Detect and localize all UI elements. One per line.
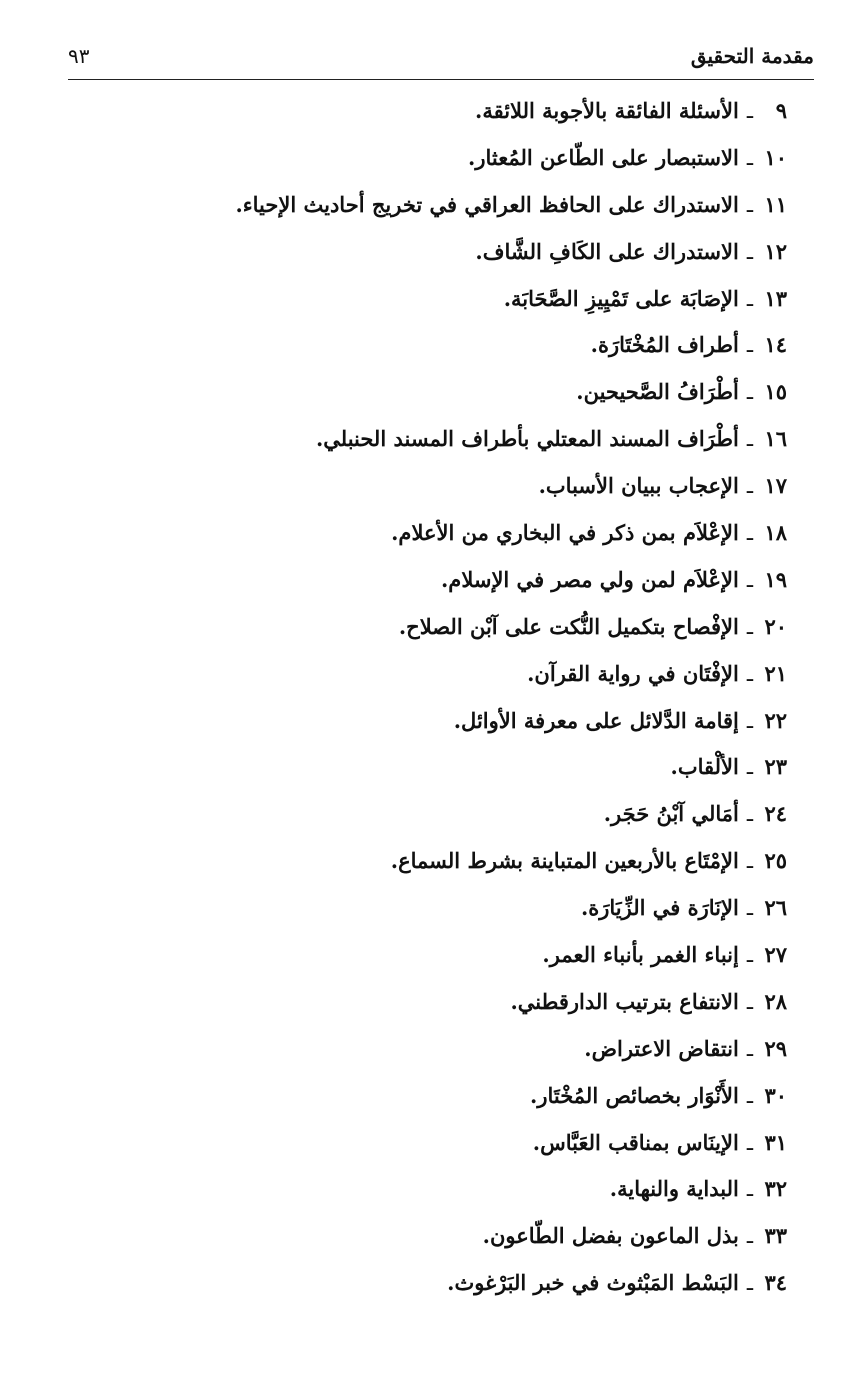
- item-title: الإصَابَة على تَمْيِيزِ الصَّحَابَة.: [503, 285, 739, 311]
- item-title: أمَالي آبْنُ حَجَر.: [603, 801, 739, 827]
- list-item: [87, 88, 787, 135]
- item-number: ٢٠: [764, 613, 787, 639]
- item-separator: ـ: [746, 896, 753, 921]
- item-title: الإمْتَاع بالأربعين المتباينة بشرط السماع.: [390, 848, 739, 874]
- list-item: [87, 604, 787, 651]
- item-title: الإفْتَان في رواية القرآن.: [527, 660, 739, 686]
- list-item: [87, 1073, 787, 1120]
- item-title: إنباء الغمر بأنباء العمر.: [542, 942, 739, 968]
- list-item: [87, 322, 787, 369]
- item-separator: ـ: [746, 1036, 753, 1061]
- list-item: [87, 369, 787, 416]
- item-title: أطراف المُخْتَارَة.: [590, 332, 739, 358]
- item-separator: ـ: [746, 380, 753, 405]
- item-title: الاستدراك على الحافظ العراقي في تخريج أحاديث الإحياء.: [235, 191, 739, 217]
- item-title: الإعْلاَم لمن ولي مصر في الإسلام.: [441, 566, 739, 592]
- item-separator: ـ: [746, 1271, 753, 1296]
- item-title: الإعْلاَم بمن ذكر في البخاري من الأعلام.: [391, 520, 739, 546]
- item-separator: ـ: [746, 192, 753, 217]
- item-title: إقامة الدَّلائل على معرفة الأوائل.: [453, 707, 739, 733]
- list-item: [87, 182, 787, 229]
- item-separator: ـ: [746, 989, 753, 1014]
- item-title: الإينَاس بمناقب العَبَّاس.: [532, 1129, 739, 1155]
- list-item: [87, 229, 787, 276]
- page-header: [68, 38, 814, 78]
- item-title: البداية والنهاية.: [609, 1176, 739, 1202]
- item-separator: ـ: [746, 239, 753, 264]
- list-item: [87, 1260, 787, 1307]
- item-title: الاستدراك على الكَافِ الشَّاف.: [475, 238, 739, 264]
- item-number: ٣٢: [764, 1176, 787, 1202]
- item-separator: ـ: [746, 755, 753, 780]
- list-item: [87, 416, 787, 463]
- item-title: انتقاض الاعتراض.: [584, 1035, 739, 1061]
- item-separator: ـ: [746, 1083, 753, 1108]
- item-title: الأسئلة الفائقة بالأجوبة اللائقة.: [475, 98, 739, 123]
- item-separator: ـ: [746, 521, 753, 546]
- list-item: [87, 885, 787, 932]
- item-title: البَسْط المَبْثوث في خبر البَرْغوث.: [447, 1270, 739, 1296]
- list-item: [87, 979, 787, 1026]
- list-item: [87, 744, 787, 791]
- item-number: ١٢: [764, 238, 787, 264]
- item-title: الإعجاب ببيان الأسباب.: [538, 473, 739, 499]
- item-number: ١١: [764, 191, 787, 217]
- item-number: ٢٣: [764, 754, 787, 780]
- item-number: ٢٧: [764, 942, 787, 968]
- list-item: [87, 932, 787, 979]
- item-separator: ـ: [746, 567, 753, 592]
- list-item: [87, 510, 787, 557]
- list-item: [87, 557, 787, 604]
- item-number: ٣١: [764, 1129, 787, 1155]
- item-separator: ـ: [746, 474, 753, 499]
- item-number: ٩: [775, 98, 787, 123]
- running-title: مقدمة التحقيق: [690, 44, 814, 68]
- item-separator: ـ: [746, 1177, 753, 1202]
- item-number: ١٩: [764, 566, 787, 592]
- list-item: [87, 276, 787, 323]
- item-title: بذل الماعون بفضل الطّاعون.: [482, 1223, 739, 1249]
- list-item: [87, 1026, 787, 1073]
- item-number: ٢٢: [764, 707, 787, 733]
- item-separator: ـ: [746, 286, 753, 311]
- list-item: [87, 838, 787, 885]
- item-number: ١٧: [764, 473, 787, 499]
- item-title: الأَنْوَار بخصائص المُخْتَار.: [530, 1082, 739, 1108]
- header-rule: [68, 79, 814, 80]
- item-number: ١٠: [764, 144, 787, 170]
- item-number: ٢٤: [764, 801, 787, 827]
- item-number: ١٨: [764, 520, 787, 546]
- item-number: ٣٣: [764, 1223, 787, 1249]
- item-title: أطْرَافُ الصَّحيحين.: [576, 379, 739, 405]
- item-separator: ـ: [746, 943, 753, 968]
- item-number: ٢٥: [764, 848, 787, 874]
- item-separator: ـ: [746, 802, 753, 827]
- item-number: ٢١: [764, 660, 787, 686]
- item-separator: ـ: [746, 1224, 753, 1249]
- item-title: الاستبصار على الطّاعن المُعثار.: [468, 144, 739, 170]
- list-item: [87, 1120, 787, 1167]
- item-number: ٢٨: [764, 988, 787, 1014]
- list-item: [87, 698, 787, 745]
- list-item: [87, 1213, 787, 1260]
- item-number: ١٤: [764, 332, 787, 358]
- page-number: ٩٣: [68, 44, 90, 68]
- item-title: الألْقاب.: [670, 754, 739, 780]
- item-number: ٢٩: [764, 1035, 787, 1061]
- item-title: أطْرَاف المسند المعتلي بأطراف المسند الحنبلي.: [315, 426, 739, 452]
- item-number: ٣٤: [764, 1270, 787, 1296]
- item-separator: ـ: [746, 1130, 753, 1155]
- item-number: ٣٠: [764, 1082, 787, 1108]
- item-separator: ـ: [746, 661, 753, 686]
- item-title: الانتفاع بترتيب الدارقطني.: [510, 988, 739, 1014]
- list-item: [87, 791, 787, 838]
- item-number: ٢٦: [764, 895, 787, 921]
- item-separator: ـ: [746, 145, 753, 170]
- item-separator: ـ: [746, 708, 753, 733]
- list-item: [87, 651, 787, 698]
- item-separator: ـ: [746, 849, 753, 874]
- item-number: ١٦: [764, 426, 787, 452]
- item-separator: ـ: [746, 427, 753, 452]
- item-separator: ـ: [746, 614, 753, 639]
- item-number: ١٥: [764, 379, 787, 405]
- item-title: الإنَارَة في الزِّيَارَة.: [580, 895, 739, 921]
- item-title: الإفْصاح بتكميل النُّكت على آبْن الصلاح.: [398, 613, 739, 639]
- book-list: [87, 88, 787, 1307]
- item-separator: ـ: [746, 99, 753, 123]
- list-item: [87, 135, 787, 182]
- list-item: [87, 1166, 787, 1213]
- list-item: [87, 463, 787, 510]
- item-separator: ـ: [746, 333, 753, 358]
- item-number: ١٣: [764, 285, 787, 311]
